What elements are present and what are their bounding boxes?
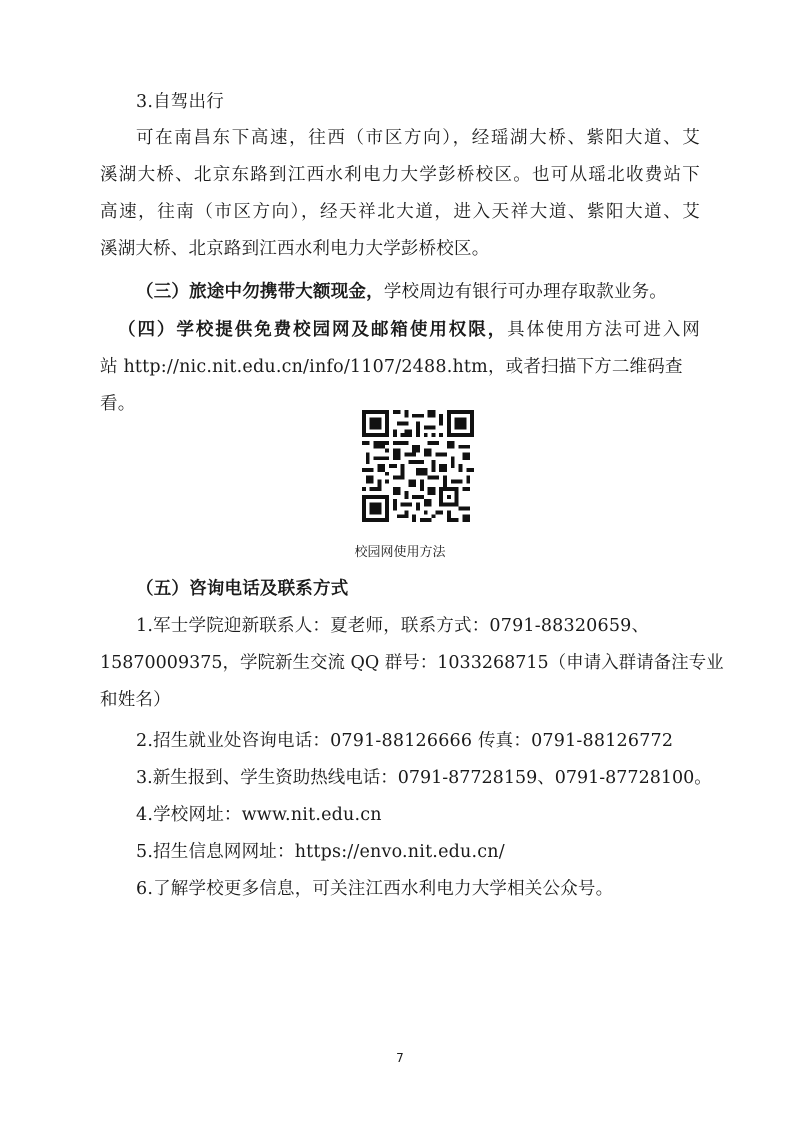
network-line-2: 站 http://nic.nit.edu.cn/info/1107/2488.htm，或者扫描下方二维码查 xyxy=(100,357,683,377)
network-bold: （四）学校提供免费校园网及邮箱使用权限， xyxy=(118,320,508,340)
qr-code[interactable] xyxy=(362,410,474,522)
contact-item-1-line-1: 1.军士学院迎新联系人：夏老师，联系方式：0791-88320659、 xyxy=(136,616,650,636)
self-drive-line-2: 溪湖大桥、北京东路到江西水利电力大学彭桥校区。也可从瑶北收费站下 xyxy=(100,165,700,185)
contact-item-2: 2.招生就业处咨询电话：0791-88126666 传真：0791-88126772 xyxy=(136,731,674,751)
contact-item-6: 6.了解学校更多信息，可关注江西水利电力大学相关公众号。 xyxy=(136,879,614,899)
network-text: 具体使用方法可进入网 xyxy=(507,320,700,340)
cash-text: 学校周边有银行可办理存取款业务。 xyxy=(383,282,668,302)
contact-item-4: 4.学校网址：www.nit.edu.cn xyxy=(136,805,382,825)
qr-caption: 校园网使用方法 xyxy=(354,545,446,560)
contact-item-5: 5.招生信息网网址：https://envo.nit.edu.cn/ xyxy=(136,842,505,862)
contact-item-3: 3.新生报到、学生资助热线电话：0791-87728159、0791-87728100。 xyxy=(136,768,712,788)
contact-item-1-line-3: 和姓名） xyxy=(100,690,171,710)
page-number: 7 xyxy=(396,1051,404,1065)
contact-item-1-line-2: 15870009375，学院新生交流 QQ 群号：1033268715（申请入群请备注专业 xyxy=(100,653,724,673)
self-drive-line-3: 高速，往南（市区方向），经天祥北大道，进入天祥大道、紫阳大道、艾 xyxy=(100,202,700,222)
cash-bold: （三）旅途中勿携带大额现金， xyxy=(136,282,384,302)
self-drive-line-1: 可在南昌东下高速，往西（市区方向），经瑶湖大桥、紫阳大道、艾 xyxy=(136,128,700,148)
self-drive-heading: 3.自驾出行 xyxy=(136,92,224,112)
self-drive-line-4: 溪湖大桥、北京路到江西水利电力大学彭桥校区。 xyxy=(100,239,490,259)
contact-heading: （五）咨询电话及联系方式 xyxy=(136,579,349,599)
cash-paragraph xyxy=(136,280,700,304)
network-line-3: 看。 xyxy=(100,394,136,414)
network-line-1 xyxy=(118,318,700,342)
